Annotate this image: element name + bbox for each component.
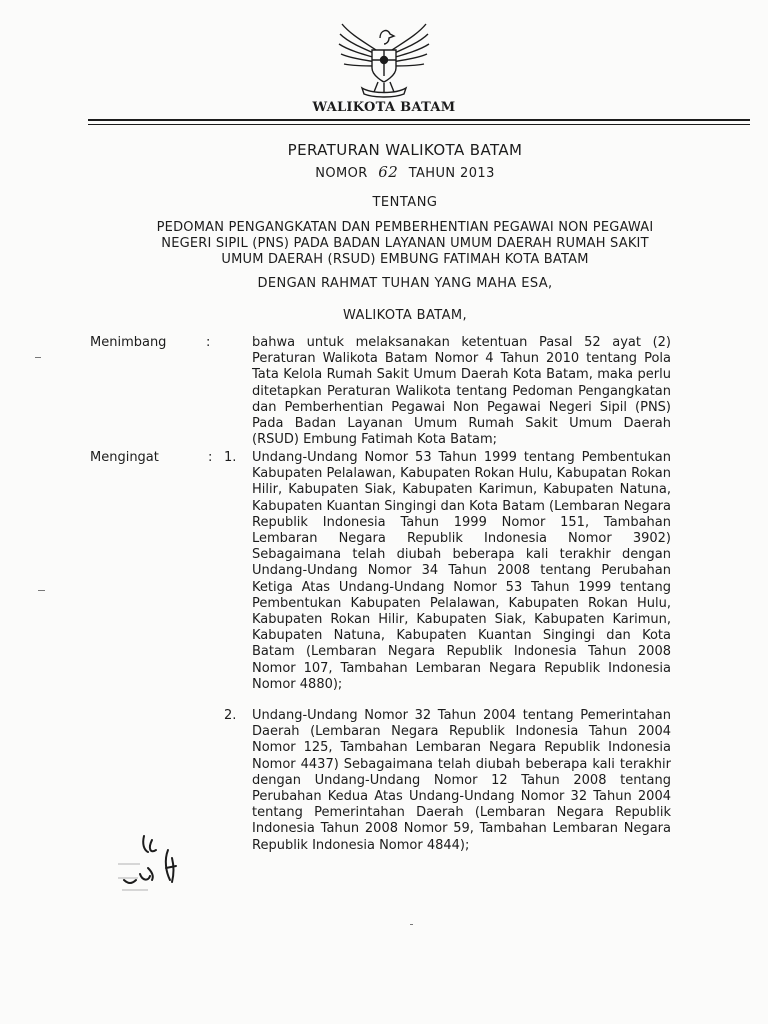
- regulation-title: PERATURAN WALIKOTA BATAM: [287, 141, 523, 159]
- mengingat-colon: :: [208, 450, 213, 465]
- garuda-emblem-icon: [334, 20, 434, 98]
- scan-mark: [410, 924, 413, 925]
- subject-line: UMUM DAERAH (RSUD) EMBUNG FATIMAH KOTA BATAM: [221, 252, 589, 267]
- regulation-number: [60, 163, 750, 181]
- regulation-subject: [60, 220, 750, 268]
- subject-line: PEDOMAN PENGANGKATAN DAN PEMBERHENTIAN PEGAWAI NON PEGAWAI: [156, 220, 654, 235]
- nomor-label: NOMOR: [315, 166, 368, 181]
- header-rule-thick: [88, 119, 750, 121]
- mengingat-item-text: Undang-Undang Nomor 53 Tahun 1999 tentang Pembentukan Kabupaten Pelalawan, Kabupaten Rokan Hulu, Kabupatan Rokan Hilir, Kabupaten Siak, Kabupaten Karimun, Kabupaten Natuna, Kabupaten Kuantan Singingi dan Kota Batam (Lembaran Negara Republik Indonesia Tahun 1999 Nomor 151, Tambahan Lembaran Negara Republik Indonesia Nomor 3902) Sebagaimana telah diubah beberapa kali terakhir dengan Undang-Undang Nomor 34 Tahun 2008 tentang Perubahan Ketiga Atas Undang-Undang Nomor 53 Tahun 1999 tentang Pembentukan Kabupaten Pelalawan, Kabupaten Rokan Hulu, Kabupaten Rokan Hilir, Kabupaten Siak, Kabupaten Karimun, Kabupaten Natuna, Kabupaten Kuantan Singingi dan Kota Batam (Lembaran Negara Republik Indonesia Tahun 2008 Nomor 107, Tambahan Lembaran Negara Republik Indonesia Nomor 4880);: [252, 450, 671, 692]
- scan-mark: [35, 357, 41, 358]
- mengingat-item-number: 2.: [224, 708, 237, 723]
- office-heading: WALIKOTA BATAM: [312, 100, 456, 115]
- scan-mark: [38, 590, 45, 591]
- mengingat-label: Mengingat: [90, 450, 159, 465]
- menimbang-colon: :: [206, 335, 211, 350]
- header-rule-thin: [88, 124, 750, 125]
- subject-line: NEGERI SIPIL (PNS) PADA BADAN LAYANAN UMUM DAERAH RUMAH SAKIT: [161, 236, 649, 251]
- tentang-heading: TENTANG: [372, 195, 438, 210]
- menimbang-label: Menimbang: [90, 335, 167, 350]
- nomor-value: 62: [378, 163, 399, 181]
- walikota-line: WALIKOTA BATAM,: [342, 308, 468, 323]
- tahun-label: TAHUN 2013: [408, 166, 495, 181]
- menimbang-text: bahwa untuk melaksanakan ketentuan Pasal 52 ayat (2) Peraturan Walikota Batam Nomor 4 Tahun 2010 tentang Pola Tata Kelola Rumah Sakit Umum Daerah Kota Batam, maka perlu ditetapkan Peraturan Walikota tentang Pedoman Pengangkatan dan Pemberhentian Pegawai Non Pegawai Negeri Sipil (PNS) Pada Badan Layanan Umum Rumah Sakit Umum Daerah (RSUD) Embung Fatimah Kota Batam;: [252, 335, 671, 448]
- initials-signature-icon: [118, 828, 188, 898]
- mengingat-item-text: Undang-Undang Nomor 32 Tahun 2004 tentang Pemerintahan Daerah (Lembaran Negara Republik Indonesia Tahun 2004 Nomor 125, Tambahan Lembaran Negara Republik Indonesia Nomor 4437) Sebagaimana telah diubah beberapa kali terakhir dengan Undang-Undang Nomor 12 Tahun 2008 tentang Perubahan Kedua Atas Undang-Undang Nomor 32 Tahun 2004 tentang Pemerintahan Daerah (Lembaran Negara Republik Indonesia Tahun 2008 Nomor 59, Tambahan Lembaran Negara Republik Indonesia Nomor 4844);: [252, 708, 671, 853]
- rahmat-line: DENGAN RAHMAT TUHAN YANG MAHA ESA,: [257, 276, 553, 291]
- mengingat-item-number: 1.: [224, 450, 237, 465]
